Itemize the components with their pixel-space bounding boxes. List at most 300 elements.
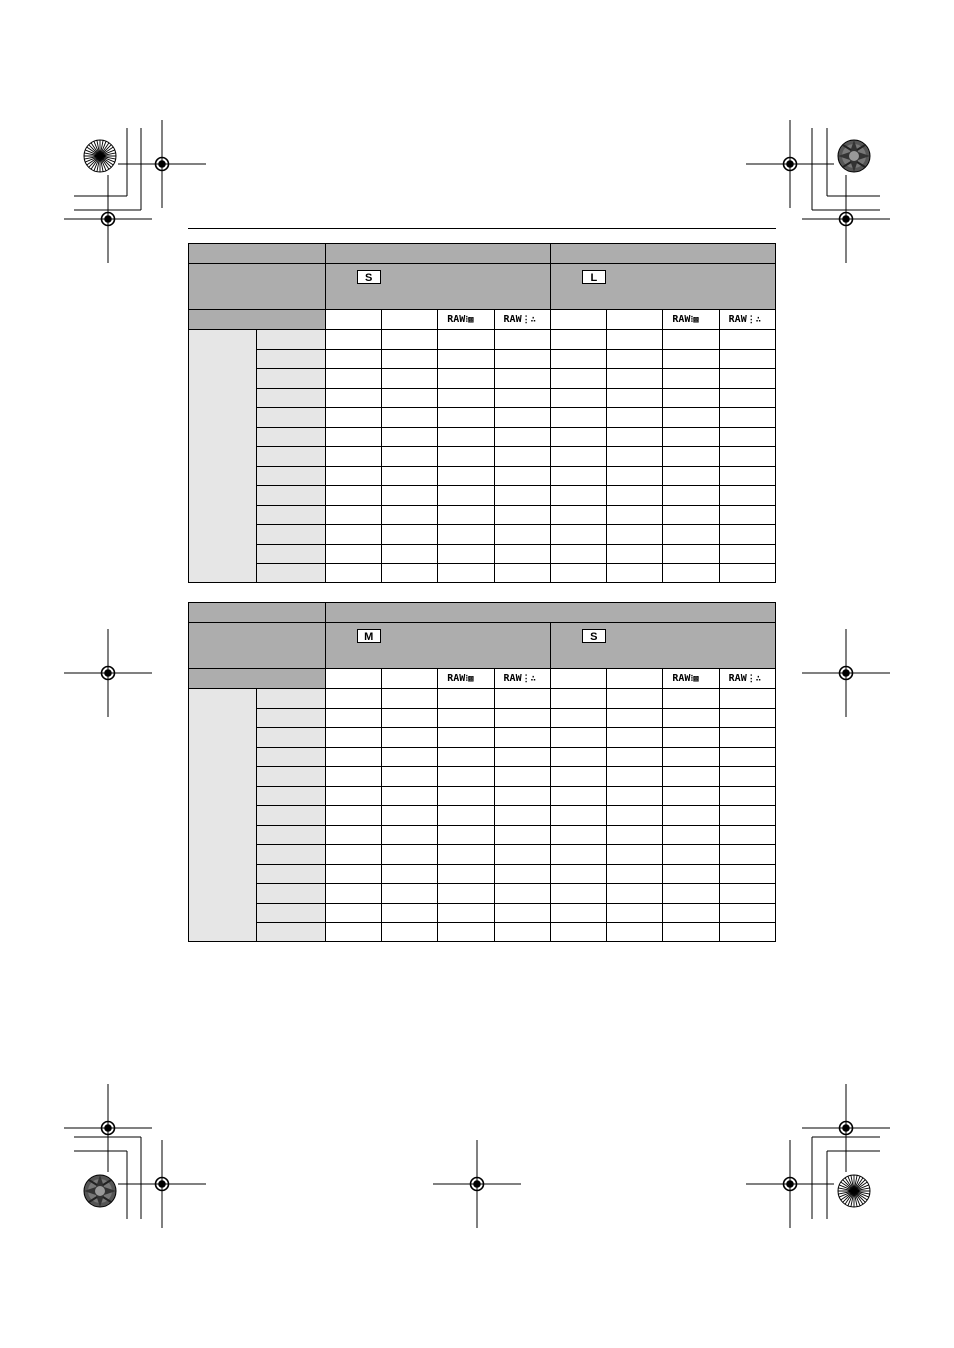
row-label — [257, 728, 325, 748]
row-label — [257, 923, 325, 942]
table-row — [189, 525, 776, 545]
row-group-label — [189, 330, 257, 583]
row-label — [257, 466, 325, 486]
table-cell — [550, 330, 606, 350]
table-cell — [719, 923, 775, 942]
table-cell — [325, 767, 381, 787]
table-cell — [381, 544, 437, 564]
table-cell — [607, 486, 663, 506]
table-1-body — [189, 330, 776, 583]
table-cell — [607, 747, 663, 767]
table-cell — [550, 486, 606, 506]
quality-cell — [494, 310, 550, 330]
table-cell — [381, 388, 437, 408]
storage-table-1 — [188, 243, 776, 583]
table-cell — [325, 923, 381, 942]
table-cell — [325, 349, 381, 369]
quality-cell — [381, 669, 437, 689]
row-label — [257, 884, 325, 904]
table-cell — [550, 864, 606, 884]
table-row — [189, 806, 776, 826]
table-cell — [381, 330, 437, 350]
table-cell — [663, 747, 719, 767]
table-cell — [719, 708, 775, 728]
table-cell — [381, 864, 437, 884]
table-cell — [719, 408, 775, 428]
aspect-group-left — [325, 244, 550, 264]
table-cell — [550, 349, 606, 369]
raw-fine-icon: RAW⁝▩ — [447, 673, 474, 684]
table-cell — [607, 786, 663, 806]
table-cell — [663, 903, 719, 923]
table-cell — [550, 447, 606, 467]
table-cell — [438, 747, 494, 767]
table-cell — [719, 369, 775, 389]
picture-size-group-left — [325, 264, 550, 310]
table-cell — [381, 708, 437, 728]
table-cell — [438, 427, 494, 447]
table-cell — [325, 525, 381, 545]
table-cell — [607, 427, 663, 447]
row-label — [257, 447, 325, 467]
table-row — [189, 923, 776, 942]
row-label — [257, 845, 325, 865]
table-cell — [550, 388, 606, 408]
table-cell — [550, 466, 606, 486]
row-label — [257, 708, 325, 728]
table-cell — [550, 369, 606, 389]
table-cell — [719, 388, 775, 408]
table-cell — [494, 864, 550, 884]
table-cell — [438, 708, 494, 728]
table-cell — [381, 728, 437, 748]
row-label — [257, 408, 325, 428]
table-row — [189, 845, 776, 865]
table-cell — [494, 564, 550, 583]
table-cell — [719, 486, 775, 506]
table-cell — [494, 466, 550, 486]
table-row — [189, 767, 776, 787]
table-row — [189, 708, 776, 728]
row-label — [257, 330, 325, 350]
table-cell — [607, 806, 663, 826]
table-cell — [438, 923, 494, 942]
table-cell — [438, 825, 494, 845]
quality-cell — [607, 669, 663, 689]
table-cell — [550, 689, 606, 709]
table-cell — [719, 884, 775, 904]
table-cell — [550, 825, 606, 845]
table-cell — [494, 806, 550, 826]
table-cell — [494, 525, 550, 545]
table-row — [189, 689, 776, 709]
table-cell — [438, 728, 494, 748]
row-label — [257, 747, 325, 767]
table-cell — [494, 923, 550, 942]
table-cell — [438, 466, 494, 486]
table-cell — [663, 525, 719, 545]
table-cell — [325, 903, 381, 923]
table-cell — [325, 564, 381, 583]
quality-cell — [607, 310, 663, 330]
raw-standard-icon: RAW⋮∴ — [503, 314, 537, 325]
table-cell — [325, 747, 381, 767]
table-cell — [438, 864, 494, 884]
quality-cell — [325, 669, 381, 689]
table-cell — [607, 447, 663, 467]
table-cell — [494, 689, 550, 709]
table-cell — [719, 427, 775, 447]
table-cell — [607, 767, 663, 787]
table-row — [189, 427, 776, 447]
table-cell — [663, 923, 719, 942]
quality-cell — [438, 310, 494, 330]
table-cell — [607, 864, 663, 884]
table-cell — [494, 349, 550, 369]
table-cell — [607, 564, 663, 583]
table-cell — [719, 825, 775, 845]
table-cell — [438, 525, 494, 545]
table-cell — [607, 689, 663, 709]
table-cell — [607, 349, 663, 369]
table-cell — [494, 330, 550, 350]
picture-size-group-left — [325, 623, 550, 669]
table-cell — [438, 767, 494, 787]
table-cell — [381, 884, 437, 904]
table-cell — [663, 806, 719, 826]
table-cell — [325, 806, 381, 826]
quality-cell — [494, 669, 550, 689]
table-cell — [663, 486, 719, 506]
quality-cell — [663, 310, 719, 330]
table-cell — [494, 369, 550, 389]
aspect-header-label — [189, 603, 326, 623]
table-cell — [719, 728, 775, 748]
raw-standard-icon: RAW⋮∴ — [728, 673, 762, 684]
table-cell — [663, 427, 719, 447]
table-row — [189, 330, 776, 350]
table-cell — [381, 767, 437, 787]
table-cell — [494, 903, 550, 923]
table-cell — [719, 349, 775, 369]
table-cell — [438, 369, 494, 389]
table-row — [189, 408, 776, 428]
table-row — [189, 544, 776, 564]
table-cell — [381, 845, 437, 865]
table-row — [189, 747, 776, 767]
table-cell — [325, 544, 381, 564]
table-row — [189, 369, 776, 389]
row-label — [257, 427, 325, 447]
size-badge-icon: S — [582, 629, 606, 643]
table-cell — [381, 747, 437, 767]
size-badge-icon: L — [582, 270, 606, 284]
table-cell — [438, 903, 494, 923]
table-cell — [550, 544, 606, 564]
table-cell — [719, 505, 775, 525]
row-label — [257, 864, 325, 884]
row-label — [257, 903, 325, 923]
table-cell — [381, 903, 437, 923]
table-cell — [325, 884, 381, 904]
table-row — [189, 349, 776, 369]
table-row — [189, 564, 776, 583]
table-cell — [381, 786, 437, 806]
size-badge-icon: S — [357, 270, 381, 284]
table-cell — [381, 486, 437, 506]
table-cell — [607, 408, 663, 428]
table-row — [189, 884, 776, 904]
row-label — [257, 486, 325, 506]
table-cell — [607, 825, 663, 845]
table-cell — [663, 708, 719, 728]
table-cell — [438, 884, 494, 904]
raw-fine-icon: RAW⁝▩ — [672, 673, 699, 684]
table-cell — [550, 903, 606, 923]
table-cell — [663, 349, 719, 369]
table-cell — [325, 864, 381, 884]
table-cell — [494, 447, 550, 467]
table-cell — [381, 408, 437, 428]
table-cell — [494, 388, 550, 408]
table-cell — [663, 369, 719, 389]
header-rule — [188, 228, 776, 229]
table-cell — [438, 544, 494, 564]
table-cell — [550, 728, 606, 748]
picture-size-group-right — [550, 264, 775, 310]
aspect-header-label — [189, 244, 326, 264]
table-cell — [550, 708, 606, 728]
table-row — [189, 505, 776, 525]
table-cell — [438, 447, 494, 467]
quality-cell — [325, 310, 381, 330]
table-cell — [550, 767, 606, 787]
table-cell — [494, 728, 550, 748]
quality-cell — [381, 310, 437, 330]
table-cell — [494, 486, 550, 506]
aspect-group-right — [550, 244, 775, 264]
table-cell — [438, 845, 494, 865]
table-cell — [325, 689, 381, 709]
picture-size-label — [189, 264, 326, 310]
table-2-body — [189, 689, 776, 942]
table-cell — [550, 806, 606, 826]
table-cell — [325, 330, 381, 350]
row-label — [257, 786, 325, 806]
picture-size-label — [189, 623, 326, 669]
quality-cell — [663, 669, 719, 689]
table-cell — [494, 825, 550, 845]
table-cell — [719, 747, 775, 767]
table-cell — [607, 388, 663, 408]
table-cell — [663, 767, 719, 787]
table-row — [189, 447, 776, 467]
table-cell — [550, 884, 606, 904]
table-cell — [550, 408, 606, 428]
row-label — [257, 825, 325, 845]
table-cell — [663, 689, 719, 709]
table-cell — [550, 923, 606, 942]
table-cell — [325, 388, 381, 408]
table-cell — [494, 884, 550, 904]
table-cell — [494, 747, 550, 767]
raw-standard-icon: RAW⋮∴ — [728, 314, 762, 325]
table-cell — [550, 564, 606, 583]
row-label — [257, 767, 325, 787]
table-row — [189, 388, 776, 408]
table-cell — [663, 728, 719, 748]
table-cell — [663, 825, 719, 845]
table-cell — [325, 825, 381, 845]
table-cell — [607, 544, 663, 564]
table-cell — [663, 845, 719, 865]
table-cell — [438, 388, 494, 408]
table-cell — [663, 884, 719, 904]
table-cell — [607, 708, 663, 728]
table-cell — [719, 544, 775, 564]
table-cell — [607, 903, 663, 923]
table-cell — [381, 505, 437, 525]
table-cell — [550, 845, 606, 865]
table-cell — [607, 525, 663, 545]
row-label — [257, 369, 325, 389]
table-cell — [719, 767, 775, 787]
table-cell — [607, 505, 663, 525]
quality-cell — [550, 310, 606, 330]
table-cell — [719, 447, 775, 467]
table-cell — [663, 388, 719, 408]
table-cell — [325, 486, 381, 506]
table-cell — [438, 689, 494, 709]
row-label — [257, 525, 325, 545]
table-cell — [494, 767, 550, 787]
table-cell — [719, 689, 775, 709]
table-cell — [550, 505, 606, 525]
table-cell — [607, 728, 663, 748]
table-cell — [381, 427, 437, 447]
table-cell — [325, 369, 381, 389]
table-cell — [438, 505, 494, 525]
table-cell — [381, 825, 437, 845]
table-row — [189, 825, 776, 845]
table-row — [189, 903, 776, 923]
table-cell — [325, 786, 381, 806]
table-cell — [550, 747, 606, 767]
quality-cell — [550, 669, 606, 689]
table-cell — [663, 544, 719, 564]
table-cell — [550, 525, 606, 545]
row-label — [257, 689, 325, 709]
raw-standard-icon: RAW⋮∴ — [503, 673, 537, 684]
table-cell — [381, 689, 437, 709]
size-badge-icon: M — [357, 629, 381, 643]
table-cell — [325, 466, 381, 486]
table-cell — [663, 505, 719, 525]
table-cell — [719, 864, 775, 884]
quality-label — [189, 310, 326, 330]
table-cell — [325, 728, 381, 748]
table-cell — [663, 564, 719, 583]
quality-cell — [719, 310, 775, 330]
table-cell — [663, 408, 719, 428]
quality-cell — [719, 669, 775, 689]
table-row — [189, 466, 776, 486]
row-label — [257, 806, 325, 826]
table-cell — [325, 845, 381, 865]
table-cell — [663, 786, 719, 806]
table-cell — [494, 505, 550, 525]
table-cell — [381, 369, 437, 389]
table-cell — [438, 786, 494, 806]
table-row — [189, 786, 776, 806]
table-cell — [494, 408, 550, 428]
table-cell — [438, 564, 494, 583]
table-cell — [438, 486, 494, 506]
table-cell — [719, 564, 775, 583]
row-label — [257, 349, 325, 369]
table-cell — [607, 369, 663, 389]
table-cell — [325, 708, 381, 728]
raw-fine-icon: RAW⁝▩ — [672, 314, 699, 325]
row-label — [257, 505, 325, 525]
table-row — [189, 864, 776, 884]
table-cell — [325, 408, 381, 428]
table-cell — [494, 708, 550, 728]
row-group-label — [189, 689, 257, 942]
quality-cell — [438, 669, 494, 689]
raw-fine-icon: RAW⁝▩ — [447, 314, 474, 325]
table-cell — [719, 845, 775, 865]
table-cell — [438, 330, 494, 350]
table-cell — [438, 806, 494, 826]
table-cell — [325, 447, 381, 467]
table-cell — [381, 466, 437, 486]
table-cell — [607, 466, 663, 486]
table-cell — [663, 330, 719, 350]
table-cell — [494, 845, 550, 865]
table-cell — [381, 923, 437, 942]
table-cell — [607, 330, 663, 350]
table-cell — [550, 427, 606, 447]
table-cell — [719, 786, 775, 806]
table-cell — [438, 349, 494, 369]
table-cell — [550, 786, 606, 806]
table-row — [189, 728, 776, 748]
table-cell — [607, 845, 663, 865]
table-cell — [607, 884, 663, 904]
table-cell — [494, 544, 550, 564]
table-cell — [381, 349, 437, 369]
table-cell — [663, 466, 719, 486]
table-cell — [607, 923, 663, 942]
table-cell — [381, 564, 437, 583]
table-cell — [325, 427, 381, 447]
table-row — [189, 486, 776, 506]
table-cell — [494, 786, 550, 806]
aspect-group — [325, 603, 775, 623]
table-cell — [381, 447, 437, 467]
table-cell — [719, 806, 775, 826]
row-label — [257, 564, 325, 583]
table-cell — [663, 864, 719, 884]
table-cell — [719, 466, 775, 486]
quality-label — [189, 669, 326, 689]
table-cell — [719, 903, 775, 923]
table-cell — [381, 525, 437, 545]
picture-size-group-right — [550, 623, 775, 669]
table-cell — [438, 408, 494, 428]
table-cell — [494, 427, 550, 447]
